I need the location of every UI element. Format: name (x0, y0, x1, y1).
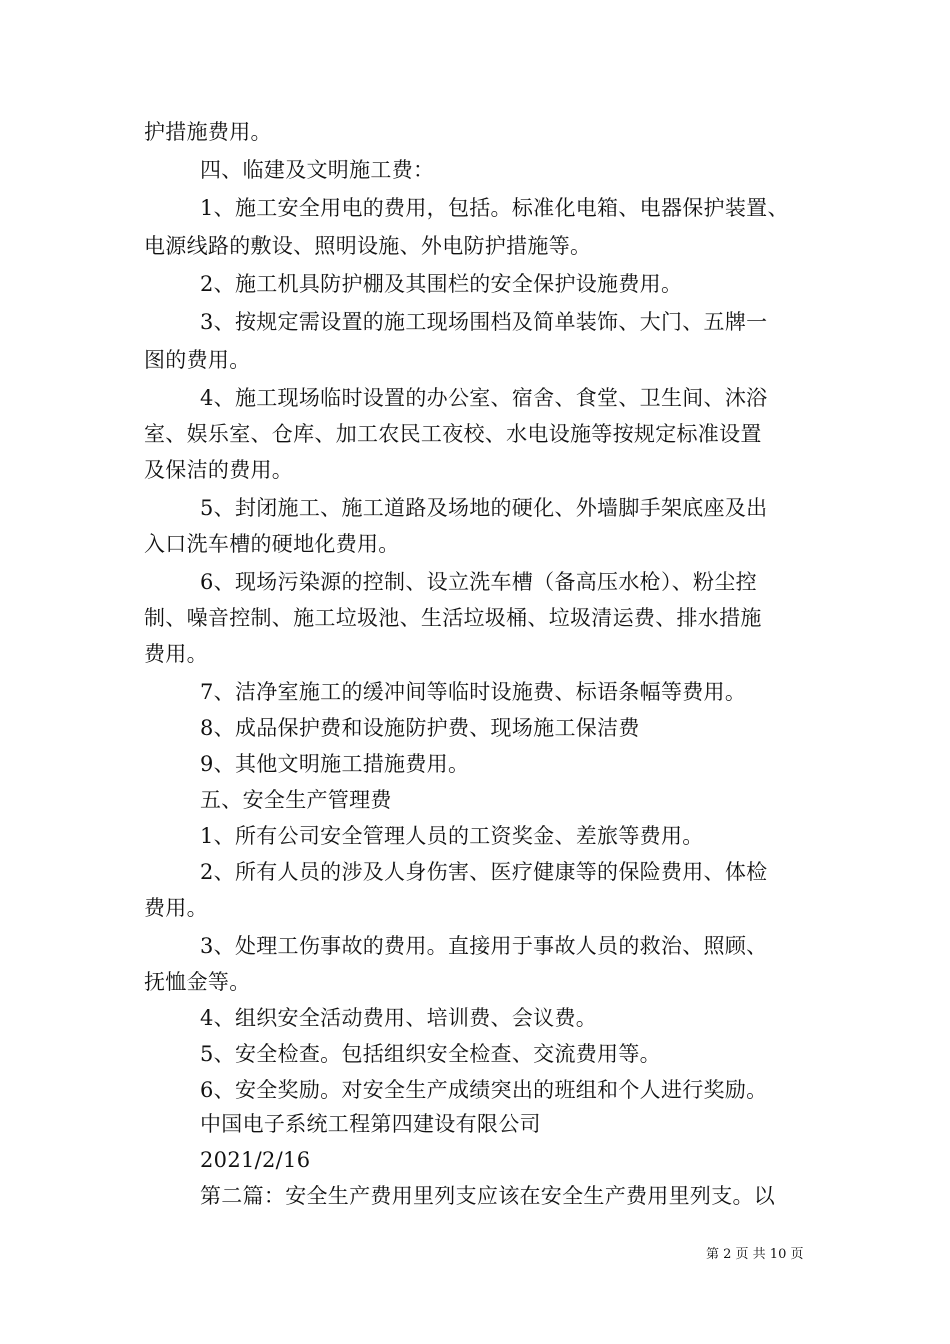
text-line-26: 5、安全检查。包括组织安全检查、交流费用等。 (200, 1042, 661, 1066)
text-line-27: 6、安全奖励。对安全生产成绩突出的班组和个人进行奖励。 (200, 1078, 768, 1102)
text-line-10: 及保洁的费用。 (144, 458, 294, 482)
text-line-9: 室、娱乐室、仓库、加工农民工夜校、水电设施等按规定标准设置 (144, 422, 762, 446)
section-heading-part-2: 第二篇：安全生产费用里列支应该在安全生产费用里列支。以 (200, 1184, 776, 1208)
page-number: 第 2 页 共 10 页 (706, 1247, 804, 1262)
section-heading-5: 五、安全生产管理费 (200, 788, 392, 812)
text-line-13: 6、现场污染源的控制、设立洗车槽（备高压水枪）、粉尘控 (200, 570, 757, 594)
section-heading-4: 四、临建及文明施工费： (200, 158, 435, 182)
text-line-12: 入口洗车槽的硬地化费用。 (144, 532, 400, 556)
text-line-6: 3、按规定需设置的施工现场围档及简单装饰、大门、五牌一 (200, 310, 768, 334)
text-line-14: 制、噪音控制、施工垃圾池、生活垃圾桶、垃圾清运费、排水措施 (144, 606, 762, 630)
text-line-22: 费用。 (144, 896, 208, 920)
text-line-23: 3、处理工伤事故的费用。直接用于事故人员的救治、照顾、 (200, 934, 768, 958)
text-line-20: 1、所有公司安全管理人员的工资奖金、差旅等费用。 (200, 824, 704, 848)
text-line-8: 4、施工现场临时设置的办公室、宿舍、食堂、卫生间、沐浴 (200, 386, 768, 410)
text-line-1: 护措施费用。 (144, 120, 272, 144)
text-line-3: 1、施工安全用电的费用，包括。标准化电箱、电器保护装置、 (200, 196, 789, 220)
text-line-7: 图的费用。 (144, 348, 251, 372)
text-line-4: 电源线路的敷设、照明设施、外电防护措施等。 (144, 234, 592, 258)
company-name: 中国电子系统工程第四建设有限公司 (200, 1112, 541, 1136)
text-line-24: 抚恤金等。 (144, 970, 251, 994)
text-line-5: 2、施工机具防护棚及其围栏的安全保护设施费用。 (200, 272, 683, 296)
text-line-11: 5、封闭施工、施工道路及场地的硬化、外墙脚手架底座及出 (200, 496, 768, 520)
text-line-16: 7、洁净室施工的缓冲间等临时设施费、标语条幅等费用。 (200, 680, 747, 704)
text-line-21: 2、所有人员的涉及人身伤害、医疗健康等的保险费用、体检 (200, 860, 768, 884)
text-line-18: 9、其他文明施工措施费用。 (200, 752, 470, 776)
text-line-17: 8、成品保护费和设施防护费、现场施工保洁费 (200, 716, 640, 740)
document-date: 2021/2/16 (200, 1148, 311, 1172)
text-line-15: 费用。 (144, 642, 208, 666)
text-line-25: 4、组织安全活动费用、培训费、会议费。 (200, 1006, 598, 1030)
